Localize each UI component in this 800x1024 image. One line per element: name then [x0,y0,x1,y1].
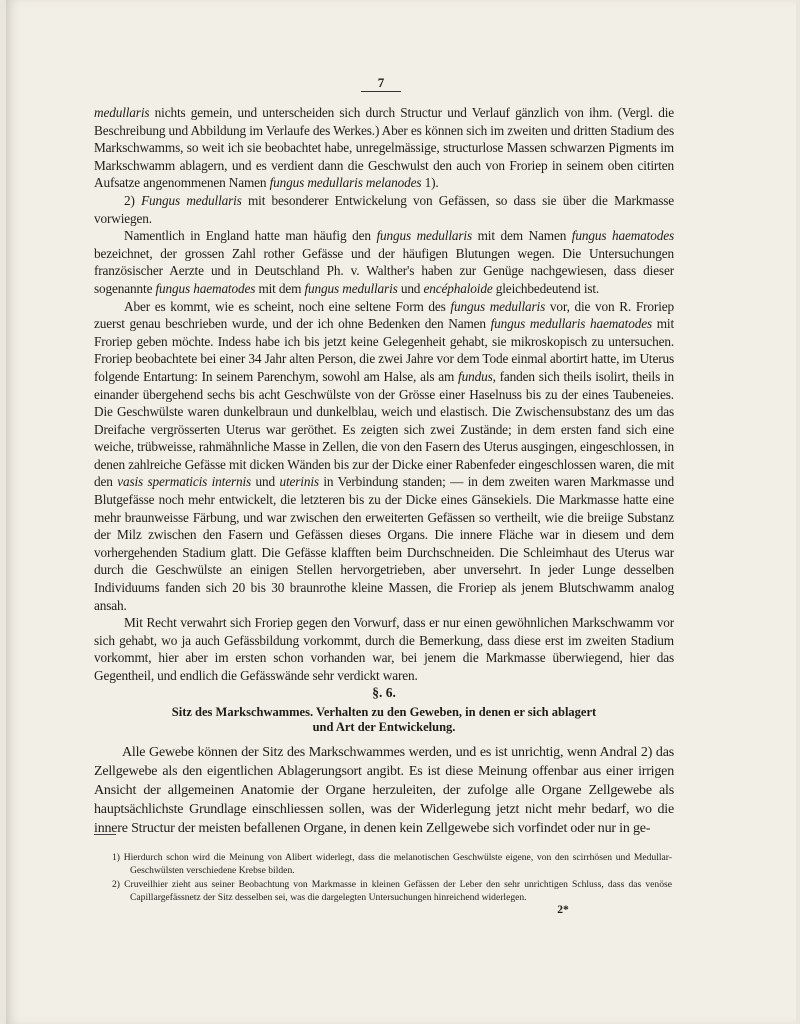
paragraph-5: Mit Recht verwahrt sich Froriep gegen den Vorwurf, dass er nur einen gewöhnlichen Markschwamm vor sich gehabt, wo ja auch Gefässbildung vorkommt, durch die Bemerkung, dass diese erst im zweiten Stadium vorkommt, hier aber im ersten schon vorhanden war, bei jenem die Markmasse überwiegend, hier das Gegentheil, und endlich die Gefässwände sehr verdickt waren. [94,615,674,683]
paragraph-text: , fanden sich theils isolirt, theils in einander übergehend sechs bis acht Geschwülste von der Grösse einer Haselnuss bis zu der eines Taubeneies. Die Geschwülste waren dunkelbraun und dunkelblau, weich und elastisch. Die Zwischensubstanz des um das Dreifache vergrösserten Uterus war geröthet. Es zeigten sich zwei Zustände; in dem ersten fand sich eine weiche, trübweisse, rahmähnliche Masse in Zellen, die von den Fasern des Uterus ausgingen, eingeschlossen, in denen zahlreiche Gefässe mit dicken Wänden bis zur der Dicke einer Rabenfeder eingeschlossen waren, die mit den [94,368,675,490]
paragraph-2 [94,192,674,227]
paragraph-text: und [251,474,280,490]
italic-term: uterinis [279,474,319,490]
paragraph-text: mit Froriep geben möchte. Indess habe ich bis jetzt keine Gelegenheit gehabt, sie mikroskopisch zu untersuchen. Froriep beobachtete bei einer 34 Jahr alten Person, die zwei Jahre vor dem Tode einmal abortirt hatte, im Uterus folgende Entartung: In seinem Parenchym, sowohl am Halse, als am [94,316,674,384]
italic-term: fungus haematodes [571,228,674,244]
paragraph-3 [94,227,674,297]
italic-term: fungus medullaris [376,228,472,244]
section-number: §. 6. [372,685,396,700]
italic-term: vasis spermaticis internis [117,474,252,490]
paragraph-text: gleichbedeutend ist. [492,280,600,296]
footnote-ref: 1). [421,175,439,191]
footnote-1: 1) Hierdurch schon wird die Meinung von Alibert widerlegt, dass die melanotischen Geschwülste eigene, von den scirrhösen und Medullar-Geschwülsten verschiedene Krebse bilden. [112,852,672,876]
paragraph-text: Namentlich in England hatte man häufig den [124,228,377,244]
paragraph-text: mit besonderer Entwickelung von Gefässen, so dass sie über die Markmasse vorwiegen. [94,192,675,226]
italic-term: fungus medullaris [304,280,398,296]
section-title-line-2: und Art der Entwickelung. [312,720,456,734]
section-paragraph: Alle Gewebe können der Sitz des Markschwammes werden, und es ist unrichtig, wenn Andral 2) das Zellgewebe als den eigentlichen Ablagerungsort angibt. Es ist diese Meinung offenbar aus einer irrigen Ansicht der allgemeinen Anatomie der Organe herzuleiten, der zufolge alle Organe Zellgewebe als hauptsächlichste Grundlage einschliessen sollen, was der Widerlegung jetzt nicht mehr bedarf, wo die innere Structur der meisten befallenen Organe, in denen kein Zellgewebe sich vorfindet oder nur in ge- [94,745,674,836]
footnote-divider [94,834,116,835]
paragraph-text: mit dem [255,280,305,296]
italic-term: medullaris [94,105,150,120]
paragraph-text: mit dem Namen [472,228,572,244]
footnote-2: 2) Cruveilhier zieht aus seiner Beobachtung von Markmasse in kleinen Gefässen der Leber den sehr unrichtigen Schluss, dass das venöse Capillargefässnetz der Sitz desselben sei, was die dargelegten Untersuchungen hinreichend widerlegen. [112,879,672,903]
section-title-line-1: Sitz des Markschwammes. Verhalten zu den Geweben, in denen er sich ablagert [171,705,597,719]
list-number: 2) [124,192,142,208]
italic-term: fungus medullaris haematodes [490,316,652,332]
paragraph-text: bezeichnet, der grossen Zahl rother Gefässe und der häufigen Blutungen wegen. Die Untersuchungen französischer Aerzte und in Deutschland Ph. v. Walther's haben zur Genüge nachgewiesen, dass dieser sogenannte [94,245,674,296]
page-number: 7 [361,76,401,92]
paragraph-text: nichts gemein, und unterscheiden sich durch Structur und Verlauf gänzlich von ihm. (Vergl. die Beschreibung und Abbildung im Verlaufe des Werkes.) Aber es können sich im zweiten und dritten Stadium des Markschwamms, so weit ich sie beobachtet habe, unregelmässige, structurlose Massen schwarzen Pigments im Markschwamm ablagern, und es verdient dann die Geschwulst den auch von Froriep in seinem oben citirten Aufsatze angenommenen Namen [94,105,674,191]
italic-term: fungus medullaris [450,298,546,314]
document-page [6,0,796,1024]
paragraph-4 [94,298,674,615]
italic-term: encéphaloide [423,280,493,296]
paragraph-text: vor, die von R. Froriep zuerst genau beschrieben wurde, und der ich ohne Bedenken den Namen [94,298,674,332]
italic-term: fungus haematodes [155,280,256,296]
italic-term: Fungus medullaris [141,192,242,208]
paragraph-text: in Verbindung standen; — in dem zweiten waren Markmasse und Blutgefässe noch mehr entwickelt, die letzteren bis zu der Dicke eines Gänsekiels. Die Markmasse hatte eine mehr braunweisse Färbung, und war zwischen den erweiterten Gefässen so vertheilt, wie die breiige Substanz der Milz zwischen den Fasern und Gefässen dieses Organs. Die innere Fläche war in diesem und dem vorhergehenden Stadium glatt. Die Gefässe klafften beim Durchschneiden. Die Schleimhaut des Uterus war durch die Geschwülste an einigen Stellen hervorgetrieben, aber unversehrt. In jeder Lunge desselben Individuums fanden sich 20 bis 30 braunrothe kleine Massen, die Froriep als jenem Blutschwamm analog ansah. [94,474,674,613]
paragraph-text: und [397,280,424,296]
italic-term: fundus [458,368,493,384]
footnotes [112,851,672,905]
main-text [94,104,674,685]
section-text [94,743,674,838]
paragraph-1 [94,104,674,192]
paragraph-text: Aber es kommt, wie es scheint, noch eine seltene Form des [124,298,451,314]
signature-mark: 2* [557,904,569,916]
section-heading [94,685,674,735]
italic-term: fungus medullaris melanodes [269,175,422,191]
